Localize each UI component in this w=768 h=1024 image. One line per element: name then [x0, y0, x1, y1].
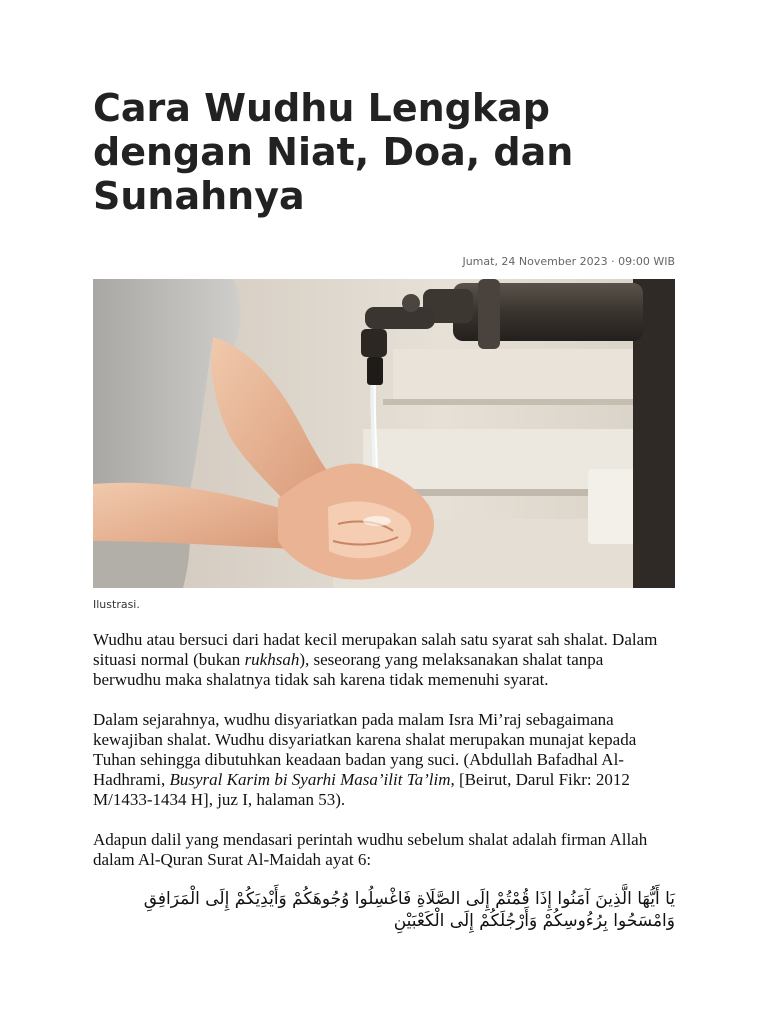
article-title: Cara Wudhu Lengkap dengan Niat, Doa, dan Sunahnya	[93, 86, 574, 218]
paragraph-intro-italic: rukhsah	[244, 650, 300, 669]
paragraph-history-italic: Busyral Karim bi Syarhi Masa’ilit Ta’lim	[169, 770, 451, 789]
paragraph-history-text-1: Dalam sejarahnya, wudhu disyariatkan pada malam Isra Mi’raj sebagaimana kewajiban shalat. Wudhu disyariatkan karena shalat merupakan munajat kepada Tuhan sehingga dibutuhkan keadaan badan yang suci. (Abdullah Bafadhal Al-Hadhrami,	[93, 710, 637, 789]
paragraph-intro	[93, 630, 675, 690]
paragraph-history-text-2: , [Beirut, Darul Fikr: 2012 M/1433-1434 H], juz I, halaman 53).	[93, 770, 630, 809]
publish-date: Jumat, 24 November 2023 · 09:00 WIB	[462, 255, 675, 268]
article	[93, 86, 675, 932]
paragraph-history	[93, 710, 675, 810]
wudhu-hands-illustration	[93, 279, 675, 588]
article-photo	[93, 279, 675, 588]
image-caption: Ilustrasi.	[93, 598, 140, 611]
paragraph-intro-text-2: ), seseorang yang melaksanakan shalat tanpa berwudhu maka shalatnya tidak sah karena tidak memenuhi syarat.	[93, 650, 604, 689]
paragraph-dalil: Adapun dalil yang mendasari perintah wudhu sebelum shalat adalah firman Allah dalam Al-Quran Surat Al-Maidah ayat 6:	[93, 830, 648, 869]
arabic-verse: يَا أَيُّهَا الَّذِينَ آمَنُوا إِذَا قُمْتُمْ إِلَى الصَّلَاةِ فَاغْسِلُوا وُجُوهَكُمْ وَأَيْدِيَكُمْ إِلَى الْمَرَافِقِ وَامْسَحُوا بِرُءُوسِكُمْ وَأَرْجُلَكُمْ إِلَى الْكَعْبَيْنِ	[143, 889, 675, 931]
paragraph-intro-text-1: Wudhu atau bersuci dari hadat kecil merupakan salah satu syarat sah shalat. Dalam situasi normal (bukan	[93, 630, 658, 669]
